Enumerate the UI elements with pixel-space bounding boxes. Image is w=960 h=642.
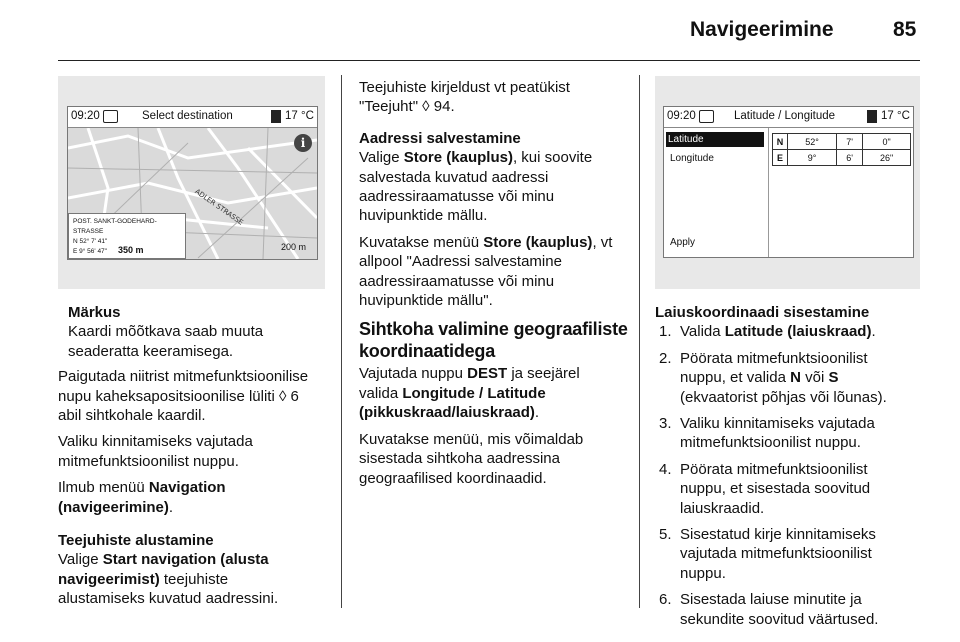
street-label: ADLER STRASSE (193, 187, 245, 227)
info-longitude: E 9° 56' 47" (73, 248, 107, 255)
menu-divider (768, 128, 769, 257)
clock-icon (103, 110, 118, 123)
status-bar (68, 107, 317, 128)
section-heading: Teejuhiste alustamine (58, 532, 214, 550)
temperature-text: 17 °C (881, 110, 910, 122)
note-title: Märkus (68, 304, 121, 321)
page-title: Navigeerimine (690, 18, 834, 41)
nav-screen (67, 106, 318, 260)
paragraph: Paigutada niitrist mitmefunktsioonilise nupu kaheksapositsioonilise lüliti ◊ 6 abil sihtkohale kaardil. (58, 368, 309, 425)
section-heading: Aadressi salvestamine (359, 129, 521, 147)
direction-cell[interactable]: E (773, 150, 788, 166)
seconds-cell[interactable]: 26" (863, 150, 911, 166)
section-heading: Laiuskoordinaadi sisestamine (655, 304, 870, 321)
degrees-cell[interactable]: 9° (788, 150, 837, 166)
section-heading-large: Sihtkoha valimine geograafiliste koordinaatidega (359, 319, 628, 362)
screenshot-select-destination (58, 76, 325, 289)
list-item: 3. Valiku kinnitamiseks vajutada mitmefunktsioonilist nuppu. (659, 415, 875, 452)
clock-text: 09:20 (667, 110, 696, 122)
thermometer-icon (271, 110, 281, 123)
column-3 (655, 303, 925, 636)
minutes-cell[interactable]: 6' (837, 150, 863, 166)
paragraph: Kuvatakse menüü Store (kauplus), vt allpool "Aadressi salvestamine aadressiraamatusse või minu huvipunktide mällu". (359, 233, 613, 310)
paragraph: Ilmub menüü Navigation (navigeerimine). (58, 479, 226, 516)
scale-right: 200 m (281, 242, 307, 252)
table-row (773, 134, 911, 150)
header-rule (58, 60, 920, 61)
paragraph: Valige Store (kauplus), kui soovite salvestada kuvatud aadressi aadressiraamatusse või minu huvipunktide mällu. (359, 149, 593, 225)
nav-screen (663, 106, 914, 258)
temperature-text: 17 °C (285, 110, 314, 122)
thermometer-icon (867, 110, 877, 123)
menu-item-latitude[interactable]: Latitude (666, 132, 764, 147)
column-2 (359, 78, 629, 488)
coordinate-table (772, 133, 911, 166)
table-row (773, 150, 911, 166)
seconds-cell[interactable]: 0" (863, 134, 911, 150)
menu-item-longitude[interactable]: Longitude (670, 153, 714, 164)
note-box (58, 303, 328, 361)
column-rule-2 (639, 75, 640, 608)
column-rule-1 (341, 75, 342, 608)
clock-icon (699, 110, 714, 123)
info-icon[interactable]: i (294, 134, 312, 152)
info-street: POST. SANKT-GODEHARD-STRASSE (73, 218, 157, 235)
list-item: 4. Pöörata mitmefunktsioonilist nuppu, et sisestada soovitud laiuskraadid. (659, 460, 871, 517)
status-bar (664, 107, 913, 128)
info-latitude: N 52° 7' 41" (73, 238, 108, 245)
paragraph: Vajutada nuppu DEST ja seejärel valida Longitude / Latitude (pikkuskraad/laiuskraad). (359, 365, 580, 422)
scale-left: 350 m (118, 245, 144, 255)
degrees-cell[interactable]: 52° (788, 134, 837, 150)
screen-title: Latitude / Longitude (734, 110, 836, 122)
note-text: Kaardi mõõtkava saab muuta seaderatta keeramisega. (68, 323, 264, 360)
paragraph: Kuvatakse menüü, mis võimaldab sisestada sihtkoha aadressina geograafilised koordinaadid. (359, 430, 584, 487)
screenshot-latitude-longitude (655, 76, 920, 289)
list-item: 6. Sisestada laiuse minutite ja sekundite soovitud väärtused. (659, 591, 879, 628)
minutes-cell[interactable]: 7' (837, 134, 863, 150)
page-number: 85 (893, 18, 917, 41)
clock-text: 09:20 (71, 110, 100, 122)
direction-cell[interactable]: N (773, 134, 788, 150)
list-item: 2. Pöörata mitmefunktsioonilist nuppu, et valida N või S (ekvaatorist põhjas või lõunas). (659, 349, 887, 406)
paragraph: Valiku kinnitamiseks vajutada mitmefunktsioonilist nuppu. (58, 433, 253, 470)
steps-list (655, 322, 925, 629)
paragraph: Teejuhiste kirjeldust vt peatükist "Teejuht" ◊ 94. (359, 79, 570, 116)
paragraph: Valige Start navigation (alusta navigeerimist) teejuhiste alustamiseks kuvatud aadressini. (58, 551, 279, 608)
menu-item-apply[interactable]: Apply (670, 237, 696, 248)
map-view[interactable] (68, 128, 317, 259)
list-item: 1. Valida Latitude (laiuskraad). (659, 323, 876, 341)
column-1 (58, 303, 328, 609)
list-item: 5. Sisestatud kirje kinnitamiseks vajutada mitmefunktsioonilist nuppu. (659, 526, 876, 582)
screen-title: Select destination (142, 110, 233, 122)
